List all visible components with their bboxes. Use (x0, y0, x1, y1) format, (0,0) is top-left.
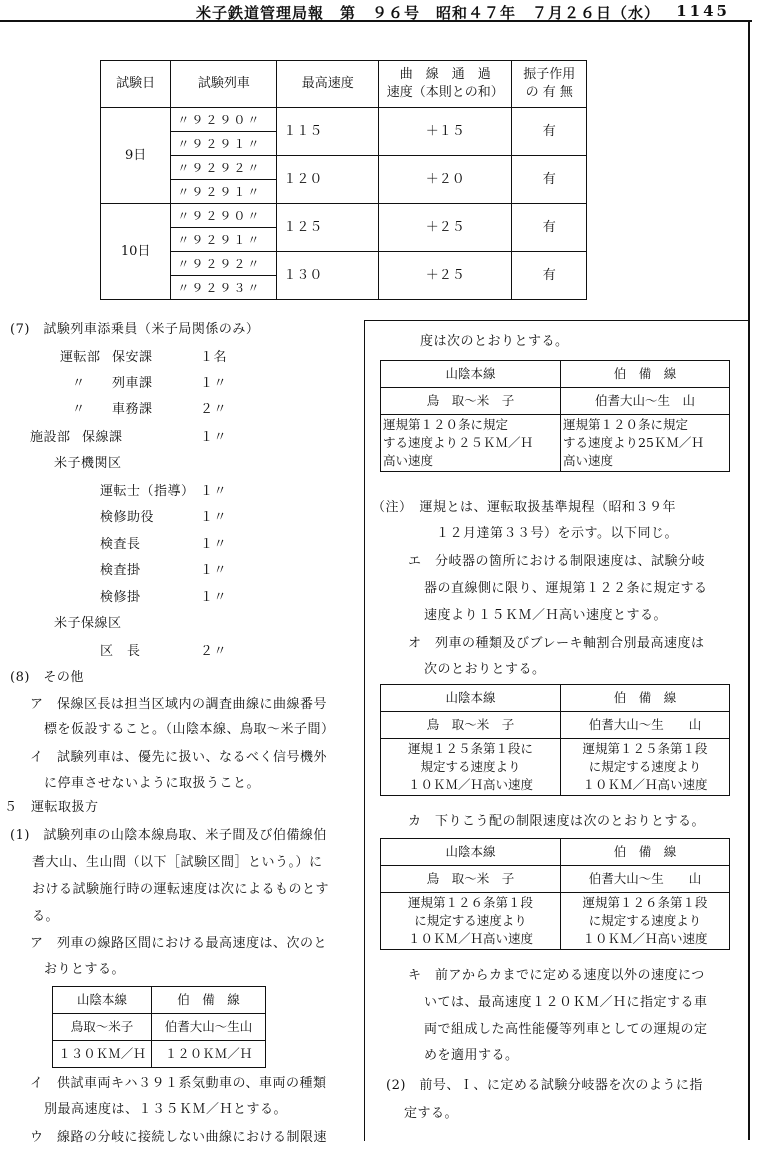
section-cell: 鳥 取～米 子 (381, 388, 561, 415)
header-title: 米子鉄道管理局報 第 ９６号 昭和４７年 ７月２６日（水） (196, 4, 661, 22)
header-cell: 伯 備 線 (152, 987, 266, 1014)
section-7-title: (7) 試験列車添乗員（米子局関係のみ） (10, 322, 260, 337)
staff-count: １名 (200, 350, 228, 365)
header-cell: 山陰本線 (381, 361, 561, 388)
staff-dept: 施設部 (30, 430, 71, 445)
curve-cell: ＋２５ (379, 204, 512, 252)
section-5-title: ５ 運転取扱方 (4, 800, 99, 815)
table-header-row (101, 61, 587, 108)
train-type-speed-table (380, 684, 730, 796)
yonago-hosenku: 米子保線区 (54, 616, 122, 631)
hosen-count: ２〃 (200, 644, 228, 659)
section-cell: 鳥取～米子 (53, 1014, 152, 1041)
max-speed-table (52, 986, 266, 1068)
header-cell: 山陰本線 (381, 685, 561, 712)
kiki-count: １〃 (200, 510, 228, 525)
header-cell: 山陰本線 (381, 839, 561, 866)
note-line: （注） 運規とは、運転取扱基準規程（昭和３９年 (372, 500, 677, 515)
para-line: いては、最高速度１２０ＫＭ／Ｈに指定する車 (424, 995, 708, 1010)
table-row (101, 108, 587, 132)
para-line: 両で組成した高性能優等列車としての運規の定 (424, 1022, 708, 1037)
kiki-role: 検修助役 (100, 510, 155, 525)
staff-dept: 〃 (72, 376, 86, 391)
hosen-role: 区 長 (100, 644, 141, 659)
section-cell: 伯耆大山～生 山 (561, 388, 730, 415)
train-cell: 〃９２９０〃 (171, 108, 277, 132)
speed-cell: １２０ (277, 156, 379, 204)
header-cell: 試験列車 (171, 61, 277, 108)
day-cell: 9日 (101, 108, 171, 204)
para-line: ウ 線路の分岐に接続しない曲線における制限速 (30, 1130, 328, 1145)
page-header (0, 0, 760, 22)
para-line: ア 列車の線路区間における最高速度は、次のと (30, 936, 328, 951)
speed-cell: １３０ (277, 252, 379, 300)
header-cell: 伯 備 線 (561, 361, 730, 388)
curve-cell: ＋２０ (379, 156, 512, 204)
value-cell: 運規第１２０条に規定 する速度より25ＫＭ／Ｈ 高い速度 (561, 415, 730, 472)
train-cell: 〃９２９３〃 (171, 276, 277, 300)
para-line: おりとする。 (44, 962, 126, 977)
section-cell: 鳥 取～米 子 (381, 866, 561, 893)
speed-cell: １３０ＫＭ／Ｈ (53, 1041, 152, 1068)
speed-cell: １１５ (277, 108, 379, 156)
train-cell: 〃９２９１〃 (171, 228, 277, 252)
table-row (101, 156, 587, 180)
kiki-count: １〃 (200, 484, 228, 499)
day-cell: 10日 (101, 204, 171, 300)
para-line: (2) 前号、Ｉ、に定める試験分岐器を次のように指 (386, 1078, 703, 1093)
para-line: 速度より１５ＫＭ／Ｈ高い速度とする。 (424, 608, 668, 623)
speed-cell: １２５ (277, 204, 379, 252)
para-line: キ 前アからカまでに定める速度以外の速度につ (408, 968, 705, 983)
staff-count: １〃 (200, 430, 228, 445)
para-line: オ 列車の種類及びブレーキ軸割合別最高速度は (408, 636, 705, 651)
kiki-role: 運転士（指導） (100, 484, 195, 499)
test-schedule-table (100, 60, 587, 300)
section-cell: 伯耆大山～生 山 (561, 866, 730, 893)
para-line: 度は次のとおりとする。 (420, 334, 569, 349)
header-cell: 最高速度 (277, 61, 379, 108)
table-row (101, 252, 587, 276)
para-line: 別最高速度は、１３５ＫＭ／Ｈとする。 (44, 1102, 288, 1117)
para-line: 標を仮設すること。（山陰本線、鳥取～米子間） (44, 722, 335, 737)
page-number: 1145 (676, 2, 730, 20)
header-cell: 曲 線 通 過 速度（本則との和） (379, 61, 512, 108)
table-row (101, 204, 587, 228)
staff-dept: 運転部 (60, 350, 101, 365)
staff-count: ２〃 (200, 402, 228, 417)
yonago-kikanku: 米子機関区 (54, 456, 122, 471)
value-cell: 運規１２５条第１段に 規定する速度より １０ＫＭ／Ｈ高い速度 (381, 739, 561, 796)
para-line: イ 供試車両キハ３９１系気動車の、車両の種類 (30, 1076, 327, 1091)
para-line: 器の直線側に限り、運規第１２２条に規定する (424, 581, 708, 596)
train-cell: 〃９２９０〃 (171, 204, 277, 228)
para-line: おける試験施行時の運転速度は次によるものとす (32, 882, 330, 897)
kiki-role: 検修掛 (100, 590, 141, 605)
value-cell: 運規第１２６条第１段 に規定する速度より １０ＫＭ／Ｈ高い速度 (381, 893, 561, 950)
header-cell: 振子作用 の 有 無 (512, 61, 587, 108)
kiki-count: １〃 (200, 537, 228, 552)
pendulum-cell: 有 (512, 252, 587, 300)
staff-count: １〃 (200, 376, 228, 391)
para-line: イ 試験列車は、優先に扱い、なるべく信号機外 (30, 750, 328, 765)
para-line: 耆大山、生山間（以下［試験区間］という。）に (32, 855, 323, 870)
kiki-count: １〃 (200, 590, 228, 605)
para-line: 定する。 (404, 1106, 459, 1121)
para-line: カ 下りこう配の制限速度は次のとおりとする。 (408, 814, 706, 829)
curve-speed-table (380, 360, 730, 472)
para-line: ア 保線区長は担当区域内の調査曲線に曲線番号 (30, 697, 328, 712)
curve-cell: ＋２５ (379, 252, 512, 300)
pendulum-cell: 有 (512, 156, 587, 204)
value-cell: 運規第１２０条に規定 する速度より２５ＫＭ／Ｈ 高い速度 (381, 415, 561, 472)
train-cell: 〃９２９１〃 (171, 132, 277, 156)
para-line: る。 (32, 909, 60, 924)
value-cell: 運規第１２５条第１段 に規定する速度より １０ＫＭ／Ｈ高い速度 (561, 739, 730, 796)
section-cell: 伯耆大山～生山 (152, 1014, 266, 1041)
value-cell: 運規第１２６条第１段 に規定する速度より １０ＫＭ／Ｈ高い速度 (561, 893, 730, 950)
staff-section: 車務課 (112, 402, 153, 417)
para-line: に停車させないように取扱うこと。 (44, 776, 261, 791)
section-cell: 伯耆大山～生 山 (561, 712, 730, 739)
note-line: １２月達第３３号）を示す。以下同じ。 (436, 526, 678, 541)
para-line: エ 分岐器の箇所における制限速度は、試験分岐 (408, 554, 706, 569)
staff-section: 保線課 (82, 430, 123, 445)
header-cell: 試験日 (101, 61, 171, 108)
pendulum-cell: 有 (512, 108, 587, 156)
pendulum-cell: 有 (512, 204, 587, 252)
header-rule (0, 20, 752, 22)
train-cell: 〃９２９２〃 (171, 156, 277, 180)
para-line: (1) 試験列車の山陰本線鳥取、米子間及び伯備線伯 (10, 828, 327, 843)
kiki-role: 検査長 (100, 537, 141, 552)
curve-cell: ＋１５ (379, 108, 512, 156)
downgrade-speed-table (380, 838, 730, 950)
train-cell: 〃９２９２〃 (171, 252, 277, 276)
staff-section: 列車課 (112, 376, 153, 391)
kiki-role: 検査掛 (100, 563, 141, 578)
para-line: 次のとおりとする。 (424, 662, 546, 677)
section-8-title: (8) その他 (10, 670, 84, 685)
speed-cell: １２０ＫＭ／Ｈ (152, 1041, 266, 1068)
staff-section: 保安課 (112, 350, 153, 365)
header-cell: 伯 備 線 (561, 685, 730, 712)
para-line: めを適用する。 (424, 1048, 519, 1063)
header-cell: 山陰本線 (53, 987, 152, 1014)
staff-dept: 〃 (72, 402, 86, 417)
section-cell: 鳥 取～米 子 (381, 712, 561, 739)
header-cell: 伯 備 線 (561, 839, 730, 866)
train-cell: 〃９２９１〃 (171, 180, 277, 204)
kiki-count: １〃 (200, 563, 228, 578)
